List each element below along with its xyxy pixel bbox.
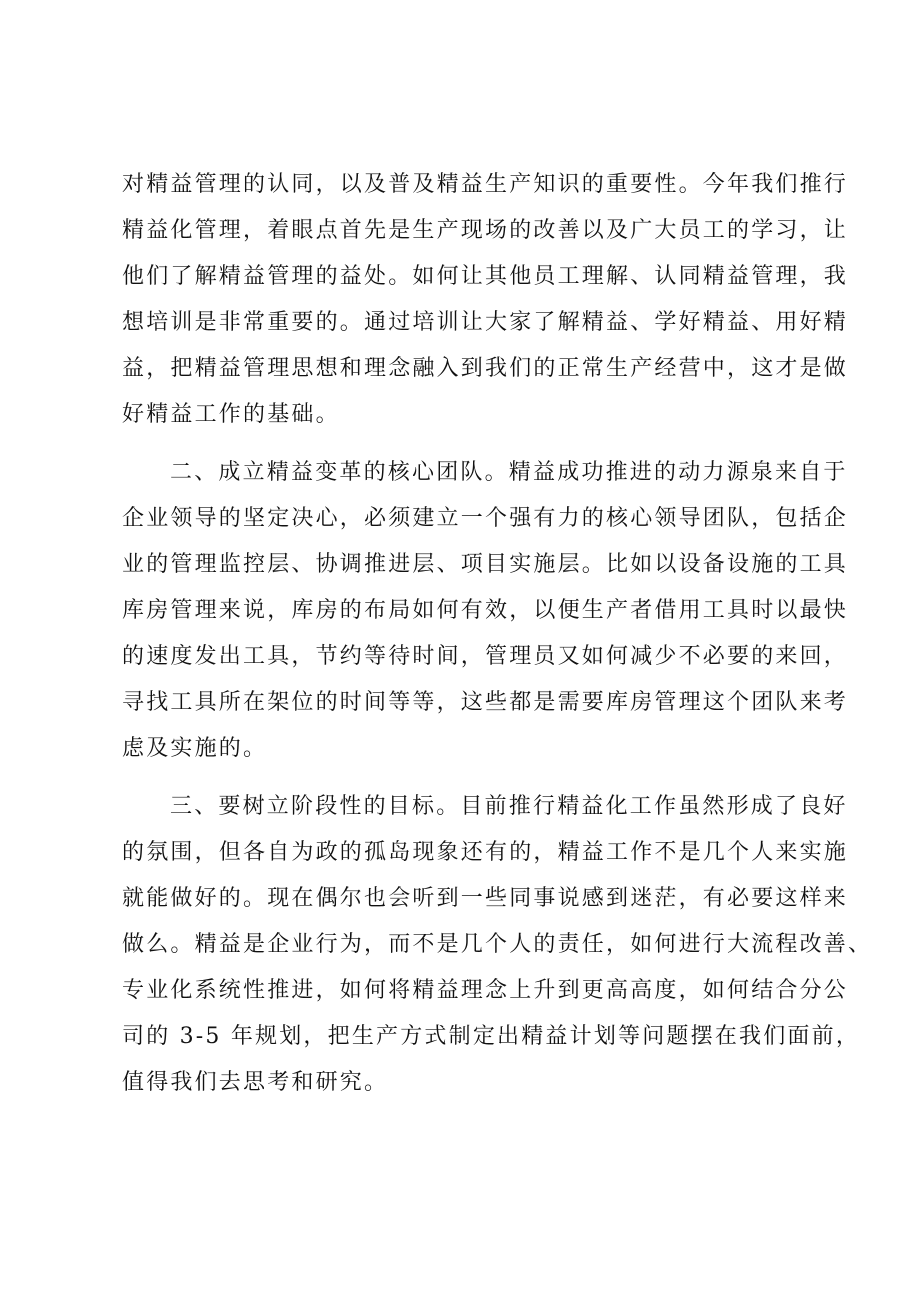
text-line: 好精益工作的基础。 [122, 402, 340, 427]
text-line: 专业化系统性推进，如何将精益理念上升到更高高度，如何结合分公 [122, 978, 849, 1003]
text-line: 库房管理来说，库房的布局如何有效，以便生产者借用工具时以最快 [122, 598, 849, 623]
text-line: 企业领导的坚定决心，必须建立一个强有力的核心领导团队，包括企 [122, 506, 849, 531]
text-line: 业的管理监控层、协调推进层、项目实施层。比如以设备设施的工具 [122, 552, 849, 577]
text-line: 就能做好的。现在偶尔也会听到一些同事说感到迷茫，有必要这样来 [122, 886, 849, 911]
paragraph-lean-training [122, 162, 849, 438]
paragraph-spacer [122, 772, 822, 784]
paragraph-core-team [122, 450, 849, 772]
text-line: 做么。精益是企业行为，而不是几个人的责任，如何进行大流程改善、 [122, 932, 873, 957]
text-line: 值得我们去思考和研究。 [122, 1070, 389, 1095]
paragraph-spacer [122, 438, 822, 450]
text-line: 想培训是非常重要的。通过培训让大家了解精益、学好精益、用好精 [122, 310, 849, 335]
text-line: 寻找工具所在架位的时间等等，这些都是需要库房管理这个团队来考 [122, 690, 849, 715]
text-line: 他们了解精益管理的益处。如何让其他员工理解、认同精益管理，我 [122, 264, 849, 289]
text-line: 三、要树立阶段性的目标。目前推行精益化工作虽然形成了良好 [170, 794, 848, 819]
document-body [122, 162, 873, 1106]
text-line: 益，把精益管理思想和理念融入到我们的正常生产经营中，这才是做 [122, 356, 849, 381]
text-line: 的氛围，但各自为政的孤岛现象还有的，精益工作不是几个人来实施 [122, 840, 849, 865]
text-line: 二、成立精益变革的核心团队。精益成功推进的动力源泉来自于 [170, 460, 848, 485]
text-line: 精益化管理，着眼点首先是生产现场的改善以及广大员工的学习，让 [122, 218, 849, 243]
text-line: 的速度发出工具，节约等待时间，管理员又如何减少不必要的来回， [122, 644, 849, 669]
text-line: 虑及实施的。 [122, 736, 268, 761]
paragraph-phased-goals [122, 784, 873, 1106]
text-line: 对精益管理的认同，以及普及精益生产知识的重要性。今年我们推行 [122, 172, 849, 197]
text-line: 司的 3-5 年规划，把生产方式制定出精益计划等问题摆在我们面前， [122, 1024, 861, 1049]
